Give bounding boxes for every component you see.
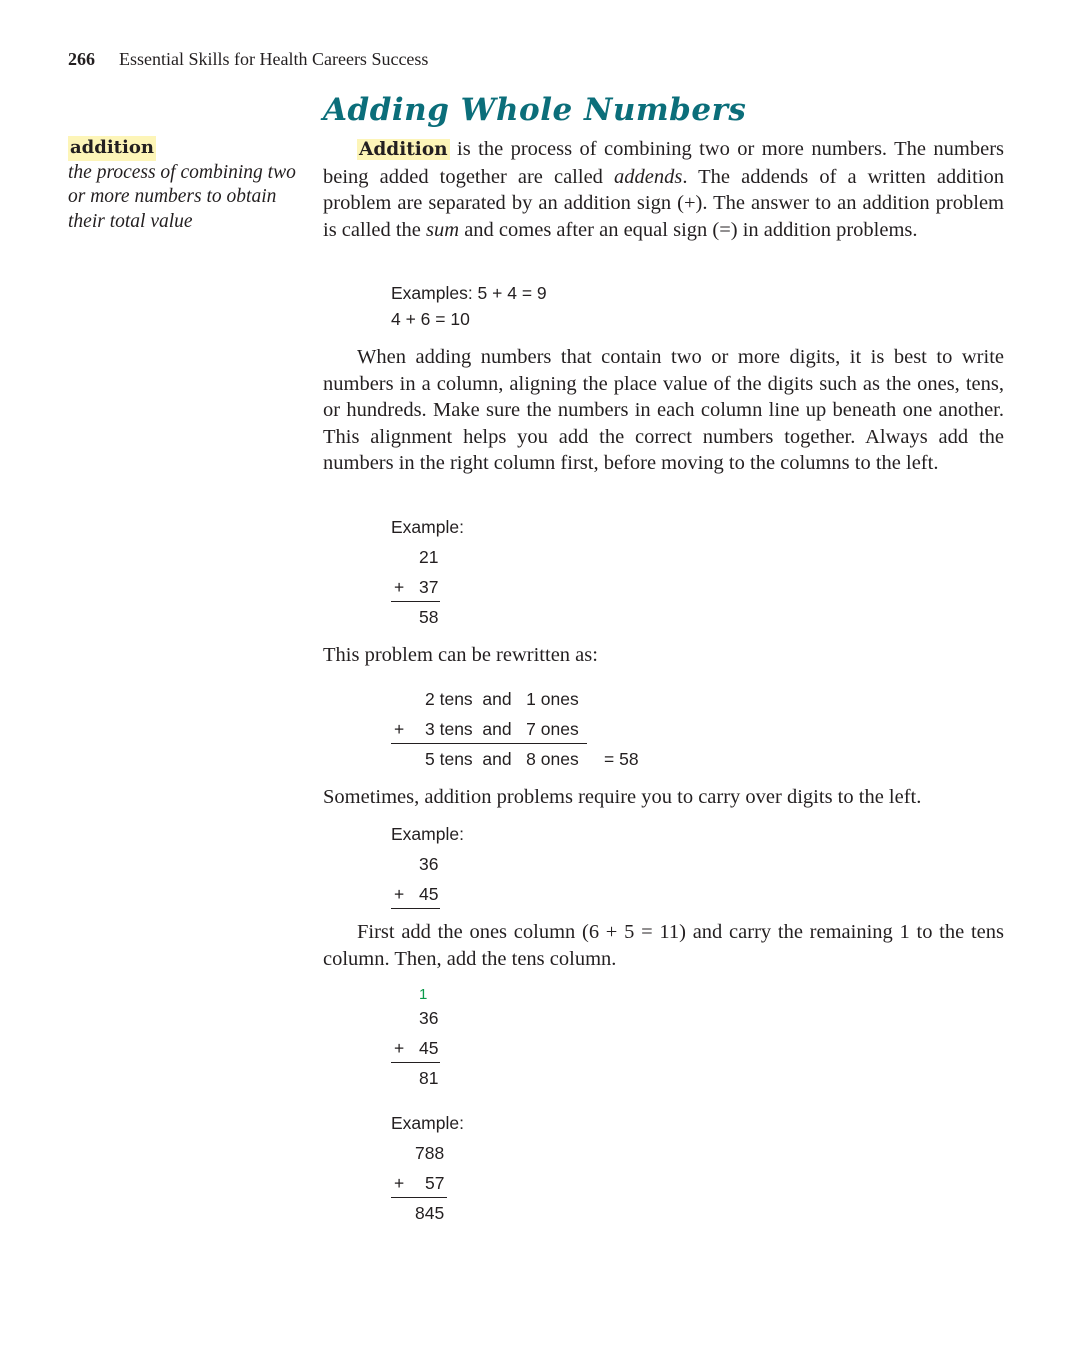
sum-rule: [391, 1062, 440, 1063]
glossary-definition: the process of combining two or more numbers to obtain their total value: [68, 161, 296, 232]
example-label: Example:: [391, 1113, 464, 1133]
sum: 81: [419, 1068, 439, 1088]
glossary-term: addition: [68, 136, 156, 161]
place-value-row: 2 tens and 1 ones: [425, 689, 579, 709]
paragraph-carry-intro: Sometimes, addition problems require you to carry over digits to the left.: [323, 786, 922, 808]
addend: 45: [419, 884, 439, 904]
book-title: Essential Skills for Health Careers Success: [119, 49, 429, 69]
addend: 45: [419, 1038, 439, 1058]
place-value-row: 5 tens and 8 ones: [425, 749, 579, 769]
addend: 57: [425, 1173, 445, 1193]
sum-rule: [391, 1197, 447, 1198]
sum-rule: [391, 908, 440, 909]
running-header: [68, 49, 428, 70]
example-label: Example:: [391, 824, 464, 844]
place-value-row: 3 tens and 7 ones: [425, 719, 579, 739]
text: is the process of combining two or more numbers. The numbers being added together are called: [323, 138, 1004, 188]
equals-result: = 58: [604, 749, 639, 769]
paragraph-rewrite: This problem can be rewritten as:: [323, 644, 598, 666]
example-line: Examples: 5 + 4 = 9: [391, 283, 547, 303]
plus-sign: +: [394, 1173, 405, 1193]
addend: 21: [419, 547, 439, 567]
addend: 37: [419, 577, 439, 597]
highlighted-term: Addition: [359, 139, 448, 160]
page-number: 266: [68, 49, 95, 69]
section-title: Adding Whole Numbers: [323, 92, 747, 128]
text: . The addends of a written addition problem are separated by an addition sign (+). The answer to an addition problem is called the: [323, 165, 1005, 241]
addend: 36: [419, 1008, 439, 1028]
plus-sign: +: [394, 719, 405, 739]
italic-term-addends: addends: [614, 165, 683, 188]
margin-glossary: [68, 136, 298, 234]
sum-rule: [391, 601, 440, 602]
example-line: 4 + 6 = 10: [391, 309, 470, 329]
carry-digit: 1: [419, 986, 428, 1003]
example-label: Example:: [391, 517, 464, 537]
text: and comes after an equal sign (=) in addition problems.: [459, 218, 918, 241]
sum: 58: [419, 607, 439, 627]
addend: 788: [415, 1143, 445, 1163]
plus-sign: +: [394, 884, 405, 904]
paragraph-carry-explain: First add the ones column (6 + 5 = 11) and carry the remaining 1 to the tens column. Then, add the tens column.: [323, 921, 1004, 970]
plus-sign: +: [394, 1038, 405, 1058]
plus-sign: +: [394, 577, 405, 597]
addend: 36: [419, 854, 439, 874]
italic-term-sum: sum: [426, 218, 460, 241]
paragraph-intro: [323, 136, 1004, 243]
sum-rule: [391, 743, 587, 744]
paragraph-columns: When adding numbers that contain two or more digits, it is best to write numbers in a column, aligning the place value of the digits such as the ones, tens, or hundreds. Make sure the numbers in each column line up beneath one another. This alignment helps you add the correct numbers together. Always add the numbers in the right column first, before moving to the columns to the left.: [323, 346, 1004, 474]
sum: 845: [415, 1203, 445, 1223]
